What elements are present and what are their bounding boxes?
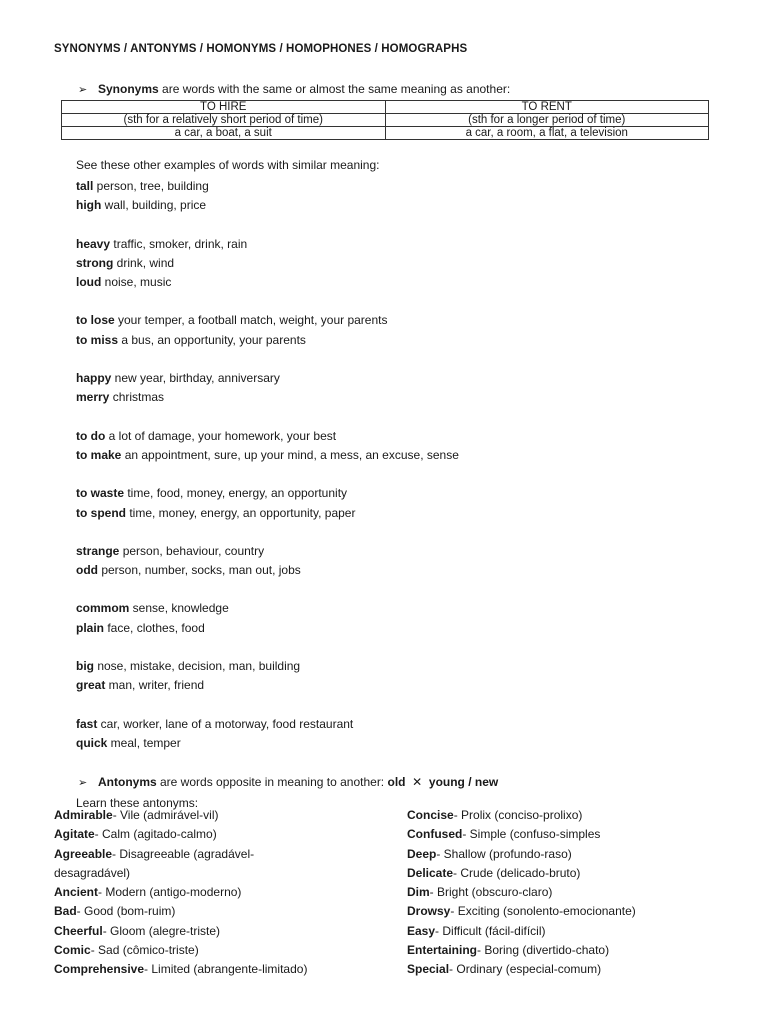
antonym-pair: - Calm (agitado-calmo) bbox=[94, 827, 217, 842]
example-word: odd bbox=[76, 563, 98, 578]
example-collocations: a lot of damage, your homework, your best bbox=[105, 428, 337, 443]
synonyms-text: are words with the same or almost the same meaning as another: bbox=[158, 82, 511, 96]
table-cell: TO RENT bbox=[385, 101, 709, 114]
antonym-pair: desagradável) bbox=[54, 865, 131, 880]
example-collocations: time, money, energy, an opportunity, paper bbox=[126, 505, 356, 520]
table-row bbox=[62, 114, 709, 127]
example-collocations: new year, birthday, anniversary bbox=[111, 371, 280, 386]
example-line bbox=[76, 734, 459, 753]
synonym-examples bbox=[76, 177, 459, 772]
example-collocations: traffic, smoker, drink, rain bbox=[110, 236, 248, 251]
example-word: to spend bbox=[76, 505, 126, 520]
table-cell: a car, a room, a flat, a television bbox=[385, 127, 709, 140]
example-word: to lose bbox=[76, 313, 115, 328]
example-word: tall bbox=[76, 179, 94, 193]
antonym-word: Ancient bbox=[54, 885, 99, 900]
example-line bbox=[76, 427, 459, 446]
example-line bbox=[76, 619, 459, 638]
example-line bbox=[76, 388, 459, 407]
antonym-line bbox=[54, 864, 384, 883]
arrow-bullet-icon: ➢ bbox=[78, 777, 88, 789]
antonym-pair: - Boring (divertido-chato) bbox=[477, 943, 610, 958]
example-line bbox=[76, 484, 459, 503]
example-collocations: an appointment, sure, up your mind, a mess, an excuse, sense bbox=[121, 447, 459, 462]
antonym-word: Concise bbox=[407, 808, 454, 822]
example-line bbox=[76, 196, 459, 215]
antonyms-left-column bbox=[54, 806, 384, 980]
example-collocations: christmas bbox=[109, 390, 165, 405]
example-word: happy bbox=[76, 371, 112, 386]
antonym-line bbox=[54, 806, 384, 825]
antonym-word: Comic bbox=[54, 943, 91, 958]
antonym-pair: - Vile (admirável-vil) bbox=[112, 808, 219, 822]
example-collocations: a bus, an opportunity, your parents bbox=[118, 332, 306, 347]
antonym-line bbox=[407, 883, 737, 902]
example-word: commom bbox=[76, 601, 130, 616]
antonym-line bbox=[407, 845, 737, 864]
antonym-line bbox=[54, 960, 384, 979]
example-collocations: time, food, money, energy, an opportunity bbox=[124, 486, 348, 501]
example-collocations: sense, knowledge bbox=[129, 601, 229, 616]
antonym-word: Entertaining bbox=[407, 943, 478, 958]
example-word: plain bbox=[76, 620, 105, 635]
antonym-line bbox=[407, 941, 737, 960]
antonym-pair: - Crude (delicado-bruto) bbox=[453, 865, 581, 880]
antonym-word: Confused bbox=[407, 827, 463, 842]
example-group bbox=[76, 542, 459, 581]
antonyms-text: are words opposite in meaning to another: bbox=[156, 775, 388, 789]
antonym-word: Drowsy bbox=[407, 904, 451, 919]
antonym-line bbox=[54, 825, 384, 844]
antonym-pair: - Bright (obscuro-claro) bbox=[429, 885, 553, 900]
antonym-line bbox=[54, 941, 384, 960]
example-collocations: face, clothes, food bbox=[104, 620, 205, 635]
antonym-word: Admirable bbox=[54, 808, 113, 822]
example-collocations: person, number, socks, man out, jobs bbox=[98, 563, 301, 578]
antonym-example-old: old bbox=[387, 775, 406, 789]
antonym-word: Easy bbox=[407, 923, 436, 938]
antonym-line bbox=[407, 864, 737, 883]
example-line bbox=[76, 561, 459, 580]
example-collocations: meal, temper bbox=[107, 735, 181, 750]
antonym-line bbox=[407, 825, 737, 844]
example-word: strange bbox=[76, 543, 120, 558]
antonym-pair: - Good (bom-ruim) bbox=[76, 904, 176, 919]
antonym-word: Agitate bbox=[54, 827, 95, 842]
antonym-line bbox=[54, 883, 384, 902]
example-group bbox=[76, 657, 459, 696]
example-line bbox=[76, 504, 459, 523]
example-group bbox=[76, 427, 459, 466]
antonym-word: Deep bbox=[407, 846, 437, 861]
arrow-bullet-icon: ➢ bbox=[78, 84, 88, 96]
hire-rent-table bbox=[61, 100, 709, 140]
example-word: loud bbox=[76, 275, 102, 290]
table-cell: TO HIRE bbox=[62, 101, 386, 114]
example-line bbox=[76, 254, 459, 273]
antonym-pair: - Disagreeable (agradável- bbox=[112, 846, 255, 861]
page-title: SYNONYMS / ANTONYMS / HOMONYMS / HOMOPHONES / HOMOGRAPHS bbox=[54, 43, 468, 55]
example-line bbox=[76, 311, 459, 330]
example-word: merry bbox=[76, 390, 110, 405]
example-word: to waste bbox=[76, 486, 125, 501]
antonym-pair: - Shallow (profundo-raso) bbox=[436, 846, 572, 861]
example-collocations: person, behaviour, country bbox=[119, 543, 265, 558]
example-group bbox=[76, 599, 459, 638]
antonym-pair: - Limited (abrangente-limitado) bbox=[144, 962, 308, 977]
antonym-word: Cheerful bbox=[54, 923, 103, 938]
antonym-word: Special bbox=[407, 962, 450, 977]
antonym-line bbox=[407, 960, 737, 979]
antonyms-intro: Learn these antonyms: bbox=[76, 796, 199, 810]
antonym-pair: - Prolix (conciso-prolixo) bbox=[453, 808, 583, 822]
antonym-line bbox=[407, 806, 737, 825]
examples-intro: See these other examples of words with similar meaning: bbox=[76, 158, 380, 172]
synonyms-definition bbox=[78, 82, 510, 96]
example-collocations: car, worker, lane of a motorway, food restaurant bbox=[97, 716, 354, 731]
table-row bbox=[62, 101, 709, 114]
antonym-pair: - Simple (confuso-simples bbox=[462, 827, 601, 842]
antonym-word: Bad bbox=[54, 904, 77, 919]
example-line bbox=[76, 599, 459, 618]
antonym-pair: - Difficult (fácil-difícil) bbox=[435, 923, 546, 938]
antonym-word: Delicate bbox=[407, 865, 454, 880]
example-group bbox=[76, 177, 459, 216]
example-word: quick bbox=[76, 735, 108, 750]
example-word: strong bbox=[76, 255, 114, 270]
antonym-pair: - Modern (antigo-moderno) bbox=[98, 885, 242, 900]
example-word: big bbox=[76, 659, 94, 674]
example-line bbox=[76, 177, 459, 196]
table-row bbox=[62, 127, 709, 140]
antonym-line bbox=[54, 845, 384, 864]
example-collocations: wall, building, price bbox=[101, 198, 207, 213]
example-collocations: nose, mistake, decision, man, building bbox=[94, 659, 301, 674]
antonym-word: Agreeable bbox=[54, 846, 113, 861]
example-word: to do bbox=[76, 428, 106, 443]
example-line bbox=[76, 657, 459, 676]
antonym-line bbox=[407, 922, 737, 941]
example-group bbox=[76, 235, 459, 293]
example-word: great bbox=[76, 678, 106, 693]
synonyms-term: Synonyms bbox=[98, 82, 159, 96]
antonym-pair: - Gloom (alegre-triste) bbox=[102, 923, 221, 938]
example-line bbox=[76, 676, 459, 695]
example-line bbox=[76, 542, 459, 561]
table-cell: (sth for a longer period of time) bbox=[385, 114, 709, 127]
antonym-example-young: young / new bbox=[428, 775, 499, 789]
antonym-word: Comprehensive bbox=[54, 962, 145, 977]
cross-icon: ✕ bbox=[412, 775, 423, 789]
example-group bbox=[76, 715, 459, 754]
antonym-line bbox=[407, 902, 737, 921]
table-cell: (sth for a relatively short period of time) bbox=[62, 114, 386, 127]
example-collocations: man, writer, friend bbox=[105, 678, 205, 693]
example-word: to miss bbox=[76, 332, 119, 347]
example-collocations: noise, music bbox=[101, 275, 172, 290]
antonym-pair: - Ordinary (especial-comum) bbox=[449, 962, 602, 977]
example-line bbox=[76, 273, 459, 292]
example-line bbox=[76, 235, 459, 254]
example-line bbox=[76, 369, 459, 388]
example-word: to make bbox=[76, 447, 122, 462]
antonyms-definition bbox=[78, 775, 498, 789]
antonym-word: Dim bbox=[407, 885, 430, 900]
antonyms-term: Antonyms bbox=[98, 775, 157, 789]
example-collocations: your temper, a football match, weight, your parents bbox=[114, 313, 388, 328]
example-word: heavy bbox=[76, 236, 111, 251]
example-group bbox=[76, 484, 459, 523]
antonym-pair: - Sad (cômico-triste) bbox=[90, 943, 199, 958]
example-line bbox=[76, 715, 459, 734]
example-line bbox=[76, 446, 459, 465]
example-collocations: person, tree, building bbox=[93, 179, 209, 193]
antonym-pair: - Exciting (sonolento-emocionante) bbox=[450, 904, 636, 919]
antonym-line bbox=[54, 902, 384, 921]
example-group bbox=[76, 369, 459, 408]
example-group bbox=[76, 311, 459, 350]
antonyms-right-column bbox=[407, 806, 737, 980]
table-cell: a car, a boat, a suit bbox=[62, 127, 386, 140]
antonym-line bbox=[54, 922, 384, 941]
example-collocations: drink, wind bbox=[113, 255, 175, 270]
example-word: fast bbox=[76, 716, 98, 731]
example-word: high bbox=[76, 198, 102, 213]
example-line bbox=[76, 331, 459, 350]
